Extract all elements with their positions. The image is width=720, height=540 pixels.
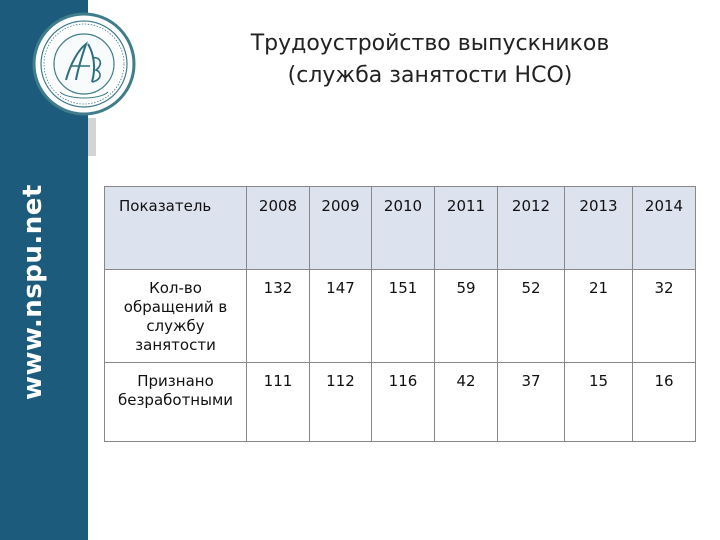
header-cell-year: 2010 [372,187,435,270]
table-cell: 21 [565,270,633,363]
table-row [105,270,696,363]
title-line-1: Трудоустройство выпускников [250,31,610,56]
university-seal-icon [30,10,138,118]
table-row [105,363,696,442]
table-cell: 147 [310,270,372,363]
header-cell-year: 2008 [247,187,310,270]
header-cell-year: 2011 [435,187,498,270]
row-label: Кол-во обращений в службу занятости [105,270,247,363]
site-url: www.nspu.net [18,184,48,400]
table-cell: 52 [498,270,565,363]
header-cell-year: 2014 [633,187,696,270]
table-cell: 42 [435,363,498,442]
table-cell: 59 [435,270,498,363]
row-label: Признано безработными [105,363,247,442]
page-title [220,28,640,92]
logo-shadow [88,118,96,156]
header-cell-year: 2012 [498,187,565,270]
table-cell: 132 [247,270,310,363]
header-cell-year: 2013 [565,187,633,270]
table-cell: 116 [372,363,435,442]
title-line-2: (служба занятости НСО) [287,63,573,88]
table-cell: 37 [498,363,565,442]
table-cell: 32 [633,270,696,363]
table-cell: 15 [565,363,633,442]
table-cell: 151 [372,270,435,363]
table-header-row [105,187,696,270]
table-cell: 16 [633,363,696,442]
employment-table [104,186,696,442]
header-cell-year: 2009 [310,187,372,270]
table-cell: 111 [247,363,310,442]
table-cell: 112 [310,363,372,442]
header-cell-indicator: Показатель [105,187,247,270]
